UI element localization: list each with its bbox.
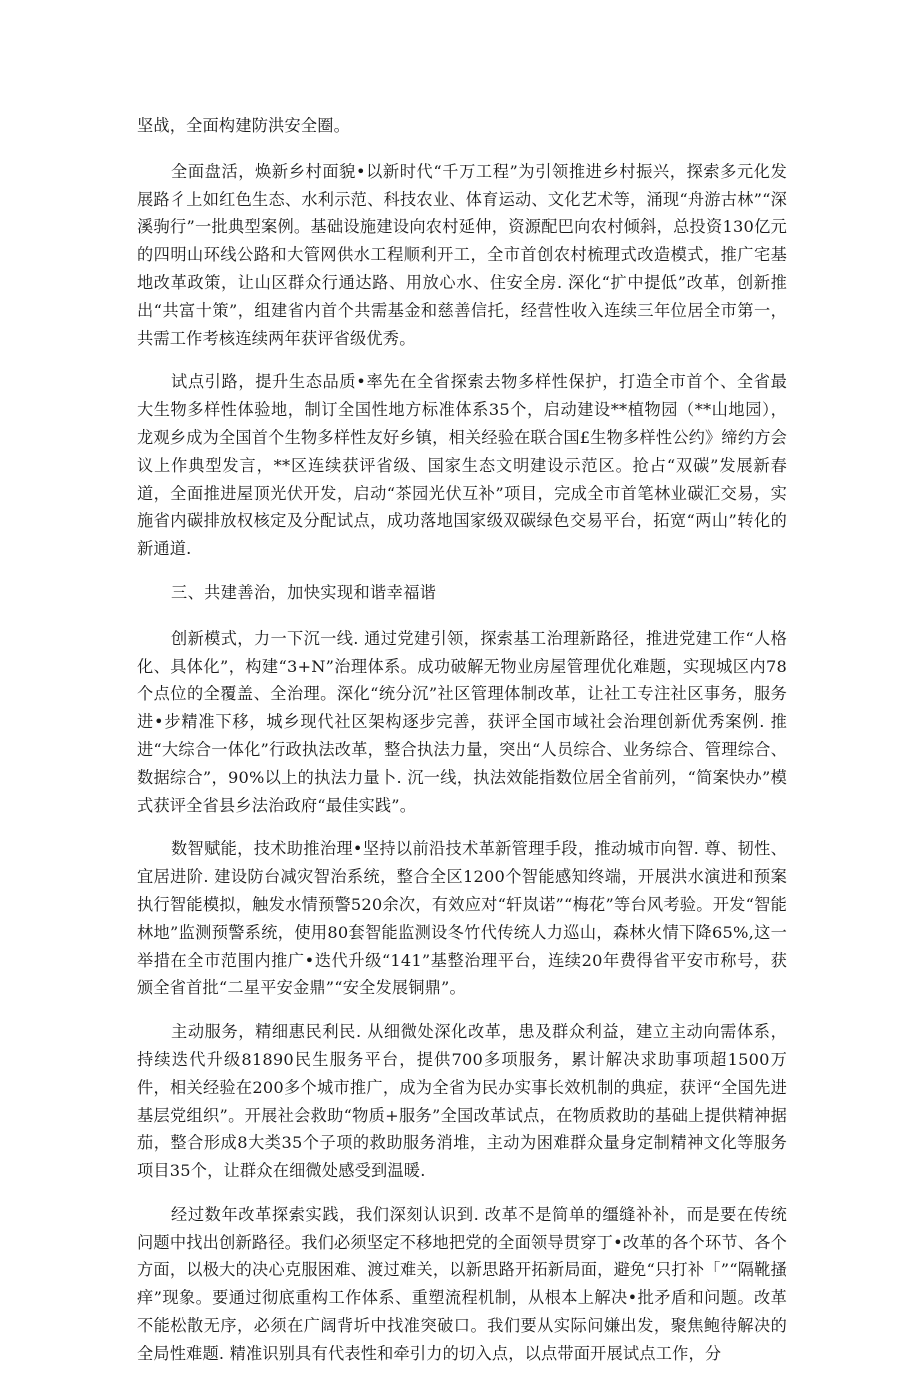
paragraph-digital-governance: 数智赋能，技术助推治理•坚持以前沿技术革新管理手段，推动城市向智. 尊、韧性、宜居进阶. 建设防台减灾智治系统，整合全区1200个智能感知终端，开展洪水演进和预案执行智能模拟，触发水情预警520余次，有效应对“轩岚诺”“梅花”等台风考验。开发“智能林地”监测预警系统，使用80套智能监测设冬竹代传统人力巡山，森林火情下降65%,这一举措在全市范围内推广•迭代升级“141”基整治理平台，连续20年费得省平安市称号，获颁全省首批“二星平安金鼎”“安全发展铜鼎”。 [137, 839, 787, 998]
document-body [137, 112, 787, 1384]
section-heading: 三、共建善治，加快实现和谐幸福谐 [171, 582, 437, 602]
paragraph-governance-model: 创新模式，力一下沉一线. 通过党建引领，探索基工治理新路径，推进党建工作“人格化、具体化”，构建“3+N”治理体系。成功破解无物业房屋管理优化难题，实现城区内78个点位的全覆盖、全治理。深化“统分沉”社区管理体制改革，让社工专注社区事务，服务进•步精准下移，城乡现代社区架构逐步完善，获评全国市域社会治理创新优秀案例. 推进“大综合一体化”行政执法改革，整合执法力量，突出“人员综合、业务综合、管理综合、数据综合”，90%以上的执法力量卜. 沉一线，执法效能指数位居全省前列，“简案快办”模式获评全省县乡法治政府“最佳实践”。 [137, 628, 787, 815]
paragraph-rural-revitalization: 全面盘活，焕新乡村面貌•以新时代“千万工程”为引领推进乡村振兴，探索多元化发展路彳上如红色生态、水利示范、科技农业、体育运动、文化艺术等，涌现“舟游古林”“深溪驹行”一批典型案例。基础设施建设向农村延伸，资源配巴向农村倾斜，总投资130亿元的四明山环线公路和大管网供水工程顺利开工，全市首创农村梳理式改造模式，推广宅基地改革政策，让山区群众行通达路、用放心水、住安全房. 深化“扩中提低”改革，创新推出“共富十策”，组建省内首个共需基金和慈善信托，经营性收入连续三年位居全市第一，共需工作考核连续两年获评省级优秀。 [137, 161, 787, 348]
paragraph-continuation: 坚战，全面构建防洪安全圈。 [137, 116, 351, 135]
paragraph-public-service: 主动服务，精细惠民利民. 从细微处深化改革，患及群众利益，建立主动向需体系，持续迭代升级81890民生服务平台，提供700多项服务，累计解决求助事项超1500万件，相关经验在200多个城市推广，成为全省为民办实事长效机制的典症，获评“全国先进基层党组织”。开展社会救助“物质+服务”全国改革试点，在物质救助的基础上提供精神据茄，整合形成8大类35个子项的救助服务消堆，主动为困难群众量身定制精神文化等服务项目35个，让群众在细微处感受到温暖. [137, 1022, 787, 1181]
paragraph-ecology: 试点引路，提升生态品质•率先在全省探索去物多样性保护，打造全市首个、全省最大生物多样性体验地，制订全国性地方标准体系35个，启动建设**植物园（**山地园），龙观乡成为全国首个生物多样性友好乡镇，相关经验在联合国£生物多样性公约》缔约方会议上作典型发言，**区连续获评省级、国家生态文明建设示范区。抢占“双碳”发展新春道，全面推进屋顶光伏开发，启动“茶园光伏互补”项目，完成全市首笔林业碳汇交易，实施省内碳排放权核定及分配试点，成功落地国家级双碳绿色交易平台，拓宽“两山”转化的新通道. [137, 372, 787, 559]
paragraph-reform-lessons: 经过数年改革探索实践，我们深刻认识到. 改革不是简单的缰缝补补，而是要在传统问题中找出创新路径。我们必须坚定不移地把党的全面领导贯穿丁•改革的各个环节、各个方面，以极大的决心克服困难、渡过难关，以新思路开拓新局面，避免“只打补「”“隔靴搔痒”现象。要通过彻底重构工作体系、重塑流程机制，从根本上解决•批矛盾和问题。改革不能松散无序，必须在广阔背圻中找准突破口。我们要从实际问嫌出发，聚焦鲍待解决的全局性难题. 精准识别具有代表性和牵引力的切入点，以点带面开展试点工作，分 [137, 1204, 787, 1363]
